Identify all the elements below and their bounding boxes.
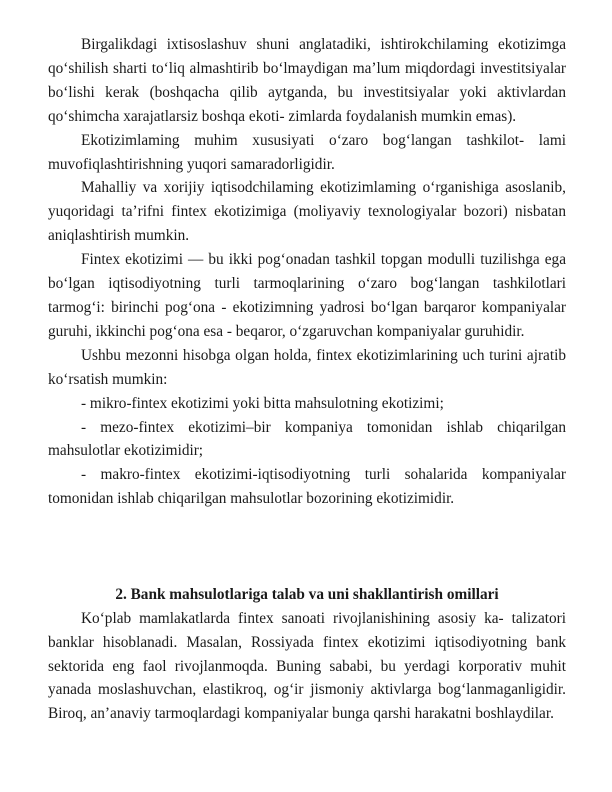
paragraph-mahalliy: Mahalliy va xorijiy iqtisodchilaming ekotizimlaming o‘rganishiga asoslanib, yuqoridagi ta’rifni fintex ekotizimiga (moliyaviy texnologiyalar bozori) nisbatan aniqlashtirish mumkin.	[48, 179, 566, 245]
list-item-mezo-fintex: - mezo-fintex ekotizimi–bir kompaniya tomonidan ishlab chiqarilgan mahsulotlar ekotizimidir;	[48, 418, 566, 460]
section-heading-bank-mahsulotlari: 2. Bank mahsulotlariga talab va uni shakllantirish omillari	[115, 585, 499, 603]
text-column	[48, 33, 566, 726]
paragraph-ekotizimlaming: Ekotizimlaming muhim xususiyati o‘zaro bog‘langan tashkilot- lami muvofiqlashtirishning yuqori samaradorligidir.	[48, 131, 566, 173]
list-item-makro-fintex: - makro-fintex ekotizimi-iqtisodiyotning turli sohalarida kompaniyalar tomonidan ishlab chiqarilgan mahsulotlar bozorining ekotizimidir.	[48, 466, 566, 508]
list-item-mikro-fintex: - mikro-fintex ekotizimi yoki bitta mahsulotning ekotizimi;	[81, 394, 444, 412]
vertical-spacer	[48, 535, 566, 559]
paragraph-ushbu-mezonni: Ushbu mezonni hisobga olgan holda, fintex ekotizimlarining uch turini ajratib ko‘rsatish mumkin:	[48, 346, 566, 388]
vertical-spacer	[48, 559, 566, 583]
paragraph-fintex-ekotizimi: Fintex ekotizimi — bu ikki pog‘onadan tashkil topgan modulli tuzilishga ega bo‘lgan iqtisodiyotning turli tarmoqlarining o‘zaro bog‘langan tashkilotlari tarmog‘i: birinchi pog‘ona - ekotizimning yadrosi bo‘lgan barqaror kompaniyalar guruhi, ikkinchi pog‘ona esa - beqaror, o‘zgaruvchan kompaniyalar guruhidir.	[48, 251, 566, 340]
paragraph-birgalikdagi: Birgalikdagi ixtisoslashuv shuni anglatadiki, ishtirokchilaming ekotizimga qo‘shilish sharti to‘liq almashtirib bo‘lmaydigan ma’lum miqdordagi investitsiyalar bo‘lishi kerak (boshqacha qilib aytganda, bu investitsiyalar yoki aktivlardan qo‘shimcha xarajatlarsiz boshqa ekoti- zimlarda foydalanish mumkin emas).	[48, 36, 566, 125]
paragraph-koplab-mamlakatlarda: Ko‘plab mamlakatlarda fintex sanoati rivojlanishining asosiy ka- talizatori banklar hisoblanadi. Masalan, Rossiyada fintex ekotizimi iqtisodiyotning bank sektorida eng faol rivojlanmoqda. Buning sababi, bu yerdagi korporativ muhit yanada moslashuvchan, elastikroq, og‘ir jismoniy aktivlarga bog‘lanmaganligidir. Biroq, an’anaviy tarmoqlardagi kompaniyalar bunga qarshi harakatni boshlaydilar.	[48, 609, 566, 723]
vertical-spacer	[48, 511, 566, 535]
